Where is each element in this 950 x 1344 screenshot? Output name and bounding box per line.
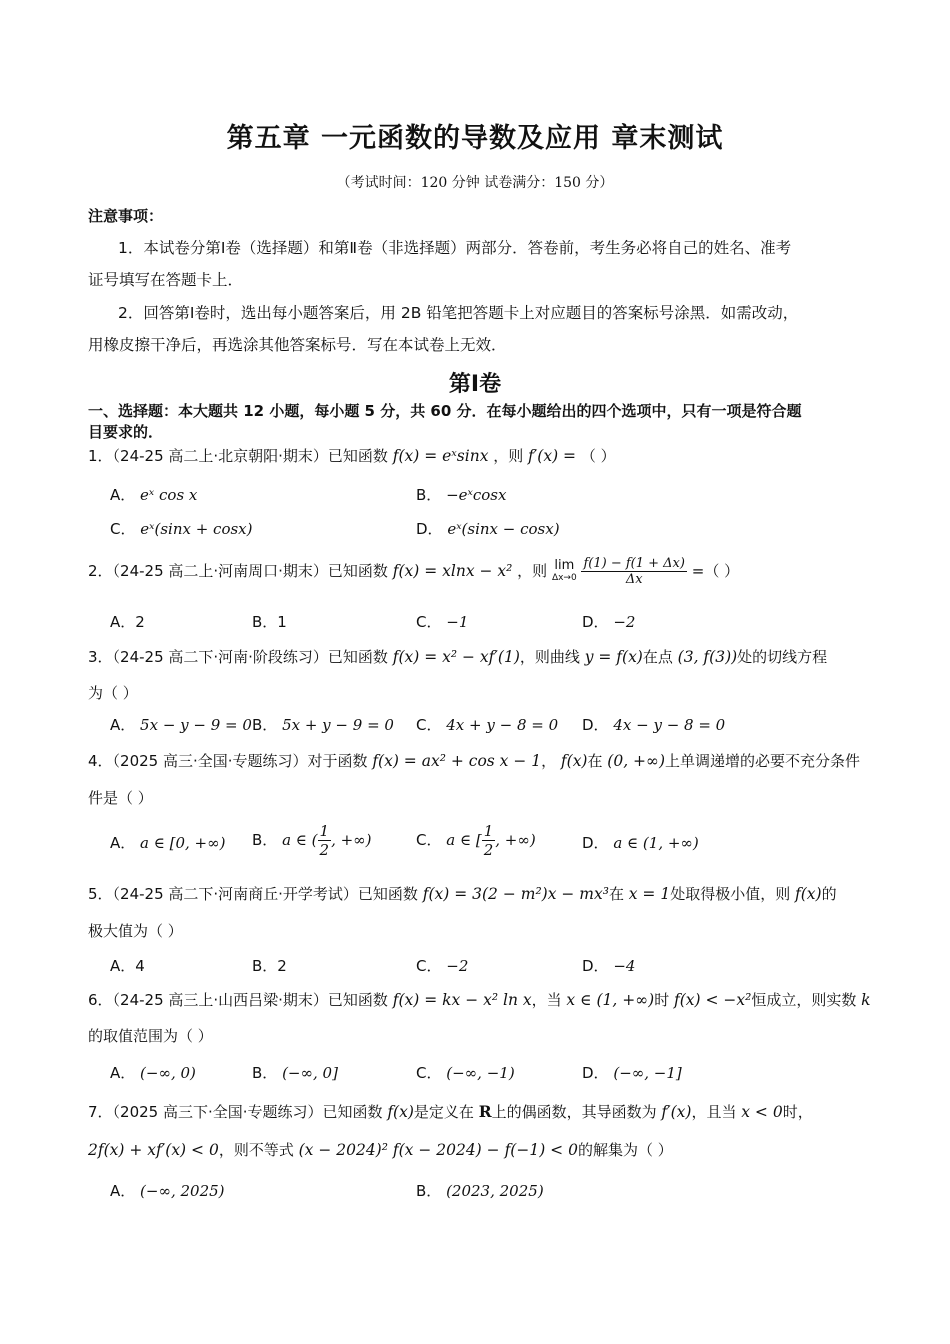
question-text: ，则 (517, 562, 548, 580)
question-2-option-a: A．2 (110, 613, 145, 631)
question-1-option-d: D． eˣ(sinx − cosx) (416, 520, 560, 538)
fraction: $\frac{1}{2}$ (483, 822, 494, 859)
question-5-stem: 5．（24-25 高二下·河南商丘·开学考试）已知函数 f(x) = 3(2 − m²)x − mx³在 x = 1处取得极小值，则 f(x)的 (88, 885, 837, 903)
math-expression: k (861, 991, 871, 1009)
answer-blank: =（ ） (691, 562, 740, 580)
math-expression: (x − 2024)² f(x − 2024) − f(−1) < 0 (298, 1141, 578, 1159)
notice-item-1-line-1: 1．本试卷分第Ⅰ卷（选择题）和第Ⅱ卷（非选择题）两部分．答卷前，考生务必将自己的姓名、准考 (118, 239, 792, 257)
exam-info: （考试时间：120 分钟 试卷满分：150 分） (336, 175, 614, 191)
question-6-option-c: C． (−∞, −1) (416, 1064, 515, 1082)
question-7-option-b: B． (2023, 2025) (416, 1182, 544, 1200)
section-intro-line-1: 一、选择题：本大题共 12 小题，每小题 5 分，共 60 分．在每小题给出的四个选项中，只有一项是符合题 (88, 402, 802, 420)
math-expression: f(x) = x² − xf′(1) (392, 648, 520, 666)
question-3-option-b: B． 5x + y − 9 = 0 (252, 716, 394, 734)
question-1-option-c: C． eˣ(sinx + cosx) (110, 520, 253, 538)
question-2-option-c: C． −1 (416, 613, 469, 631)
math-expression: x = 1 (628, 885, 671, 903)
notice-item-2-line-2: 用橡皮擦干净后，再选涂其他答案标号．写在本试卷上无效． (88, 336, 507, 354)
math-expression: f′(x) = (528, 447, 577, 465)
math-expression: f(x) = eˣsinx (392, 447, 489, 465)
math-expression: f(x) = ax² + cos x − 1 (372, 752, 542, 770)
question-5-stem-line-2: 极大值为（ ） (88, 922, 183, 940)
question-4-option-b: B． a ∈ ( $\frac{1}{2}$ , +∞) (252, 822, 372, 859)
question-text: ，则 (493, 447, 524, 465)
math-expression: f(x) = kx − x² ln x (392, 991, 532, 1009)
question-4-stem: 4．（2025 高三·全国·专题练习）对于函数 f(x) = ax² + cos x − 1， f(x)在 (0, +∞)上单调递增的必要不充分条件 (88, 752, 861, 770)
question-2-stem (88, 556, 739, 587)
question-1-option-b: B． −eˣcosx (416, 486, 507, 504)
math-expression: (0, +∞) (607, 752, 665, 770)
question-5-option-c: C． −2 (416, 957, 469, 975)
question-7-stem-line-2: 2f(x) + xf′(x) < 0，则不等式 (x − 2024)² f(x − 2024) − f(−1) < 0的解集为（ ） (88, 1141, 673, 1159)
question-6-stem: 6．（24-25 高三上·山西吕梁·期末）已知函数 f(x) = kx − x² ln x，当 x ∈ (1, +∞)时 f(x) < −x²恒成立，则实数 k (88, 991, 871, 1009)
question-6-option-b: B． (−∞, 0] (252, 1064, 338, 1082)
question-3-stem: 3．（24-25 高二下·河南·阶段练习）已知函数 f(x) = x² − xf′(1)，则曲线 y = f(x)在点 (3, f(3))处的切线方程 (88, 648, 828, 666)
notice-item-1-line-2: 证号填写在答题卡上． (88, 271, 244, 289)
math-expression: f(x) = xlnx − x² (392, 562, 513, 580)
question-4-stem-line-2: 件是（ ） (88, 789, 153, 807)
page-title: 第五章 一元函数的导数及应用 章末测试 (226, 123, 724, 154)
math-expression: (3, f(3)) (677, 648, 738, 666)
question-3-stem-line-2: 为（ ） (88, 684, 138, 702)
question-6-stem-line-2: 的取值范围为（ ） (88, 1027, 213, 1045)
question-6-option-d: D． (−∞, −1] (582, 1064, 682, 1082)
question-5-option-b: B．2 (252, 957, 287, 975)
notice-heading: 注意事项： (88, 207, 164, 225)
question-4-option-d: D． a ∈ (1, +∞) (582, 834, 699, 852)
math-expression: f(x) (560, 752, 588, 770)
math-expression: f′(x) (661, 1103, 692, 1121)
fraction: $\frac{1}{2}$ (319, 822, 330, 859)
math-expression: f(x) = 3(2 − m²)x − mx³ (422, 885, 609, 903)
math-expression: y = f(x) (584, 648, 643, 666)
question-3-option-c: C． 4x + y − 8 = 0 (416, 716, 559, 734)
question-5-option-d: D． −4 (582, 957, 636, 975)
question-7-option-a: A． (−∞, 2025) (110, 1182, 225, 1200)
question-2-option-b: B．1 (252, 613, 287, 631)
question-3-option-d: D． 4x − y − 8 = 0 (582, 716, 726, 734)
math-expression: x ∈ (1, +∞) (566, 991, 655, 1009)
section-intro-line-2: 目要求的． (88, 423, 164, 441)
math-expression: 2f(x) + xf′(x) < 0 (88, 1141, 219, 1159)
answer-blank: （ ） (580, 447, 616, 465)
question-text: 2．（24-25 高二上·河南周口·期末）已知函数 (88, 562, 388, 580)
question-5-option-a: A．4 (110, 957, 145, 975)
question-1-stem (88, 445, 616, 466)
question-4-option-c: C． a ∈ [ $\frac{1}{2}$ , +∞) (416, 822, 536, 859)
section-title: 第Ⅰ卷 (448, 372, 502, 397)
fraction: $\frac{f(1) - f(1 + \Delta x)}{\Delta x}$ (583, 556, 685, 587)
math-expression: f(x) < −x² (673, 991, 752, 1009)
question-7-stem: 7．（2025 高三下·全国·专题练习）已知函数 f(x)是定义在 R上的偶函数，其导函数为 f′(x)，且当 x < 0时， (88, 1102, 813, 1121)
question-1-option-a: A． eˣ cos x (110, 486, 198, 504)
question-6-option-a: A． (−∞, 0) (110, 1064, 196, 1082)
math-expression: x < 0 (741, 1103, 783, 1121)
math-expression: f(x) (795, 885, 822, 903)
math-expression: R (478, 1102, 492, 1121)
limit-operator: lim Δx→0 (551, 557, 577, 583)
question-4-option-a: A． a ∈ [0, +∞) (110, 834, 226, 852)
question-2-option-d: D． −2 (582, 613, 636, 631)
notice-item-2-line-1: 2．回答第Ⅰ卷时，选出每小题答案后，用 2B 铅笔把答题卡上对应题目的答案标号涂黑．如需改动， (118, 304, 799, 322)
question-3-option-a: A． 5x − y − 9 = 0 (110, 716, 252, 734)
question-text: 1．（24-25 高二上·北京朝阳·期末）已知函数 (88, 447, 388, 465)
math-expression: f(x) (387, 1103, 414, 1121)
